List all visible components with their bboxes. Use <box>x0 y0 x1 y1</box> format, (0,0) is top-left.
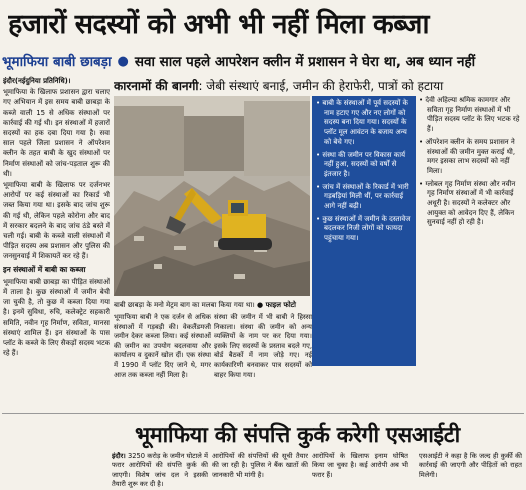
bullet-point: • जांच में संस्थाओं के रिकार्ड में भारी गड़बड़ियां मिली थीं, पर कार्रवाई आगे नहीं बढ़ी। <box>316 182 409 211</box>
article-column-5 <box>419 96 522 416</box>
bullet-icon: ● <box>117 53 129 69</box>
bottom-column-4: एसआईटी ने कहा है कि जल्द ही कुर्की की कार्रवाई की जाएगी और पीड़ितों को राहत मिलेगी। <box>419 452 522 479</box>
section-divider <box>2 413 524 414</box>
paragraph: भूमाफिया बाबी के खिलाफ पर दर्जनभर आरोपों पर कई संस्थाओं का रिकार्ड भी जब्त किया गया था। इसके बाद जांच शुरू की गई थी, लेकिन पहले कोरोना और बाद में सरकार बदलने के बाद जांच ठंडे बस्ते में चली गई। बाबी के कब्जे वाली संस्थाओं में पीड़ित सदस्य अब प्रशासन और पुलिस की जनसुनवाई में शिकायतें कर रहे हैं। <box>3 181 110 261</box>
highlights-box <box>312 96 416 366</box>
section-strip <box>114 77 520 93</box>
bottom-column-3: आरोपियों के खिलाफ इनाम घोषित किया जा चुका है। कई आरोपी अब भी फरार हैं। <box>312 452 408 479</box>
caption-text: बाबी छाबड़ा के मनो मेट्रम बाग का मलबा किया गया था। <box>114 301 255 309</box>
subhead-text: सवा साल पहले आपरेशन क्लीन में प्रशासन ने घेरा था, अब ध्यान नहीं <box>134 54 476 70</box>
bottom-headline: भूमाफिया की संपत्ति कुर्क करेगी एसआईटी <box>135 423 460 448</box>
bullet-point: • ग्लोबल गृह निर्माण संस्था और नवीन गृह निर्माण संस्थाओं में भी कार्रवाई अधूरी है। सदस्यों ने कलेक्टर और आयुक्त को आवेदन दिए हैं, लेकिन सुनवाई नहीं हो रही है। <box>419 179 516 227</box>
bullet-point: • देवी अहिल्या श्रमिक कामगार और सविता गृह निर्माण संस्थाओं में भी पीड़ित सदस्य प्लॉट के लिए भटक रहे हैं। <box>419 96 520 134</box>
paragraph: भूमाफिया के खिलाफ प्रशासन द्वारा चलाए गए अभियान में इस समय बाबी छाबड़ा के कब्जे वाली 15 से अधिक संस्थाओं पर कार्रवाई की गई थी। इन संस्थाओं में हजारों सदस्यों का हक दबा दिया गया है। सवा साल पहले जिला प्रशासन ने ऑपरेशन क्लीन के तहत बाबी के खुद संस्थाओं पर निर्माण संस्थाओं को जांच-पड़ताल शुरू की थी। <box>3 88 110 178</box>
bullet-point: • ऑपरेशन क्लीन के समय प्रशासन ने संस्थाओं की जमीन मुक्त कराई थी, मगर इसका लाभ सदस्यों को नहीं मिला। <box>419 137 516 175</box>
bottom-dateline: इंदौर। <box>112 452 126 460</box>
section-label: कारनामों की बानगी <box>114 78 199 93</box>
dateline: इंदौर(नईदुनिया प्रतिनिधि)। <box>3 77 71 85</box>
demolition-scene-image <box>114 96 310 296</box>
bullet-point: • बाबी के संस्थाओं में पूर्व सदस्यों के नाम हटाए गए और नए लोगों को सदस्य बना दिया गया। सदस्यों के प्लॉट मूल आवंटन के बजाय अन्य को बेचे गए। <box>316 99 408 146</box>
photo-caption <box>114 298 310 312</box>
subheadline-bar <box>2 50 524 72</box>
article-column-2: भूमाफिया बाबी ने एक दर्जन से अधिक संस्थाओं में गड़बड़ी की। वेकलैंडमजी जमीन देकर कब्जा लिया। कई संस्थाओं की जमीन का उपयोग बदलवाया और कार्यालय व दुकानें खोल दीं। एक संस्था में 1990 में प्लॉट दिए जाने थे, मगर आज तक कब्जा नहीं मिला है। <box>114 313 211 379</box>
demolition-photo <box>114 96 310 296</box>
bottom-column-2: आरोपियों की संपत्तियों की सूची तैयार की जा रही है। पुलिस ने बैंक खातों की जानकारी भी मांगी है। <box>212 452 308 479</box>
article-column-3: संस्था की जमीन में भी बाबी ने हिस्सा निकाला। संस्था की जमीन को अन्य व्यक्तियों के नाम पर कर दिया गया। इसके लिए सदस्यों के प्रस्ताव बदले गए, बोर्ड बैठकों में नाम जोड़े गए। नई कार्यकारिणी बनवाकर पात्र सदस्यों को बाहर किया गया। <box>214 313 312 379</box>
bullet-point: • कुछ संस्थाओं में जमीन के दस्तावेज बदलकर निजी लोगों को फायदा पहुंचाया गया। <box>316 214 411 243</box>
subhead-topic: भूमाफिया बाबी छाबड़ा <box>2 54 112 70</box>
section-title: : जेबी संस्थाएं बनाई, जमीन की हेराफेरी, पात्रों को हटाया <box>198 78 444 93</box>
photo-credit: ● फाइल फोटो <box>257 301 296 309</box>
article-column-1 <box>3 76 110 411</box>
paragraph: भूमाफिया बाबी छाबड़ा का पीड़ित संस्थाओं में ताला है। कुछ संस्थाओं में जमीन बेची जा चुकी है, तो कुछ में कब्जा दिया गया है। इनमें सुविधा, रुचि, कलेक्ट्रेट सहकारी समिति, नवीन गृह निर्माण, सविता, मानसा संस्थाएं शामिल हैं। इन संस्थाओं के पास प्लॉट के कब्जे के लिए सैकड़ों सदस्य भटक रहे हैं। <box>3 277 110 358</box>
bullet-point: • संस्था की जमीन पर विकास कार्य नहीं हुआ, सदस्यों को वर्षों से इंतजार है। <box>316 150 406 178</box>
bottom-column-1: इंदौर। 3250 करोड़ के जमीन घोटाले में फरार आरोपियों की संपत्ति कुर्क की जाएगी। विशेष जांच दल ने इसकी तैयारी शुरू कर दी है। <box>112 452 208 489</box>
main-headline: हजारों सदस्यों को अभी भी नहीं मिला कब्जा <box>8 9 429 40</box>
column-subheading: इन संस्थाओं में बाबी का कब्जा <box>3 264 86 274</box>
